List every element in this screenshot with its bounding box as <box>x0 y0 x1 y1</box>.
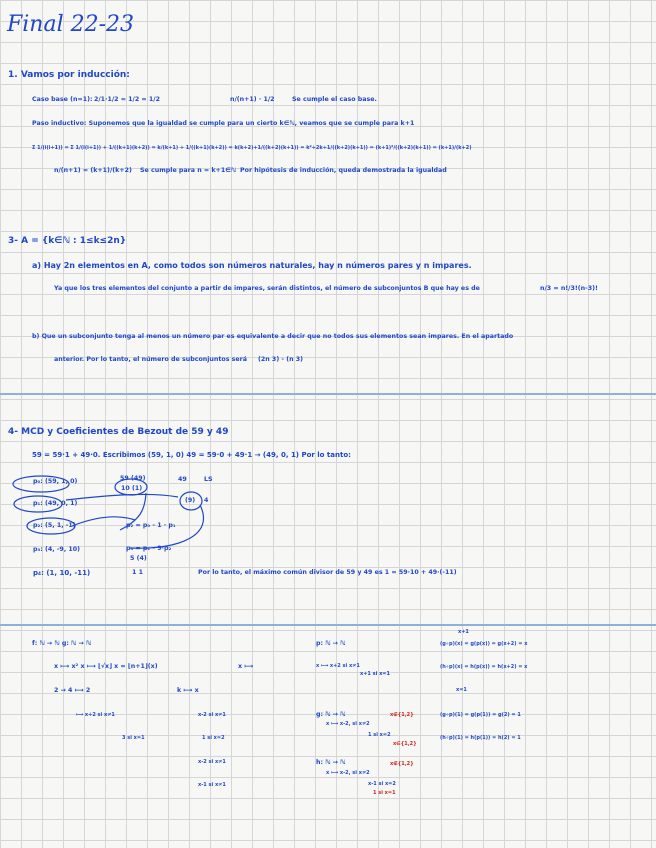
q1-conclusion-a: Se cumple para n = k+1∈ℕ <box>140 167 237 174</box>
q5-hop1: (h∘p)(x) = h(p(x)) = h(x+2) = x <box>440 664 528 670</box>
q4-p0: p₀: (59, 1, 0) <box>33 478 78 485</box>
q5-x-eq1: x=1 <box>456 687 467 693</box>
q3-b-line2: anterior. Por lo tanto, el número de subconjuntos será <box>54 356 248 363</box>
q5-g2-map: x ⟼ x-2, si x≠2 <box>326 721 370 727</box>
q1-long-equation: Σ 1/(i(i+1)) = Σ 1/(i(i+1)) + 1/((k+1)(k+2)) = k/(k+1) + 1/((k+1)(k+2)) = k(k+2)+1/((k+2)(k+1)) = k²+2k+1/((k+2)(k+1)) = (k+1)²/((k+2)(k+1)) = (k+1)/(k+2) <box>32 145 472 151</box>
q5-g-line3: 3 si x=1 <box>122 735 145 741</box>
q4-p2: p₂: (5, 1, -1) <box>33 522 76 529</box>
q5-g-line1: ⟼ x+2 si x≠1 <box>76 712 115 718</box>
q5-ex-right: k ⟼ x <box>177 687 199 694</box>
q5-h2-map3: 1 si x=1 <box>373 790 396 796</box>
q3-a-frac: n/3 = n!/3!(n-3)! <box>540 285 598 292</box>
q5-h2-map: x ⟼ x-2, si x≠2 <box>326 770 370 776</box>
q5-g2-map2: 1 si x=2 <box>368 732 391 738</box>
q4-quotient2b: LS <box>204 476 213 483</box>
q1-base-fracs: 2/1·1/2 = 1/2 = 1/2 <box>94 96 160 103</box>
q5-g-line4: 1 si x=2 <box>202 735 225 741</box>
q1-conclusion-b: Por hipótesis de inducción, queda demostrada la igualdad <box>240 167 447 174</box>
q5-g-line5: x-2 si x≠1 <box>198 759 226 765</box>
q1-base-note: Se cumple el caso base. <box>292 96 377 103</box>
q5-h2-map2: x-1 si x=2 <box>368 781 396 787</box>
q5-x-from: x+1 <box>458 629 469 635</box>
q5-h2-red1: x∉{1,2} <box>390 761 414 767</box>
q4-p3-sub: 5 (4) <box>130 555 147 562</box>
page-title: Final 22-23 <box>7 12 135 37</box>
q1-base-rhs: n/(n+1) · 1/2 <box>230 96 275 103</box>
q5-p-map: x ⟼ x+2 si x≠1 <box>316 663 360 669</box>
q4-heading: 4- MCD y Coeficientes de Bezout de 59 y 49 <box>8 427 229 437</box>
q1-base-label: Caso base (n=1): <box>32 96 93 103</box>
q4-quotient1: 59 (49) <box>120 475 146 482</box>
q3-b-line: b) Que un subconjunto tenga al menos un número par es equivalente a decir que no todos sus elementos sean impares. En el apartado <box>32 333 514 340</box>
q5-gop1: (g∘p)(x) = g(p(x)) = g(x+2) = x <box>440 641 528 647</box>
q4-p3-note: p₃ = p₁ - 9·p₂ <box>126 545 172 552</box>
q5-h2-def: h: ℕ → ℕ <box>316 759 346 766</box>
q5-g-line6: x-1 si x≠1 <box>198 782 226 788</box>
q4-final: Por lo tanto, el máximo común divisor de 59 y 49 es 1 = 59·10 + 49·(-11) <box>198 569 457 576</box>
q3-a-line2: Ya que los tres elementos del conjunto a partir de impares, serán distintos, el número de subconjuntos B que hay es de <box>54 285 480 292</box>
section-divider <box>0 393 656 395</box>
q4-line1: 59 = 59·1 + 49·0. Escribimos (59, 1, 0) 49 = 59·0 + 49·1 → (49, 0, 1) Por lo tanto: <box>32 451 351 459</box>
q5-p-def: p: ℕ → ℕ <box>316 640 346 647</box>
q5-gop2: (g∘p)(1) = g(p(1)) = g(2) = 1 <box>440 712 521 718</box>
q4-quotient3b: 4 <box>204 497 209 504</box>
q4-p1: p₁: (49, 0, 1) <box>33 500 78 507</box>
q4-p3: p₃: (4, -9, 10) <box>33 546 81 553</box>
q5-p-map2: x+1 si x=1 <box>360 671 390 677</box>
q1-heading: 1. Vamos por inducción: <box>8 70 130 80</box>
q4-quotient2: 49 <box>178 476 187 483</box>
q4-quotient1b: 10 (1) <box>121 485 143 492</box>
q5-arrow-x: x ⟼ <box>238 663 254 670</box>
q5-f-def: f: ℕ → ℕ g: ℕ → ℕ <box>32 640 92 647</box>
q3-b-formula: (2n 3) - (n 3) <box>258 356 304 363</box>
q5-g2-def: g: ℕ → ℕ <box>316 711 346 718</box>
q5-g-line2: x-2 si x≠1 <box>198 712 226 718</box>
q3-heading: 3- A = {k∈ℕ : 1≤k≤2n} <box>8 236 127 246</box>
q5-f-map: x ⟼ x² x ⟼ ⌊√x⌋ x = ⌊n+1⌋(x) <box>54 663 158 670</box>
q4-p4: p₄: (1, 10, -11) <box>33 569 91 577</box>
q4-p2-note: p₂ = p₀ - 1 · p₁ <box>126 522 176 529</box>
q4-p4-note: 1 1 <box>132 569 143 576</box>
q1-step-line: Paso inductivo: Suponemos que la igualdad se cumple para un cierto k∈ℕ, veamos que se cumple para k+1 <box>32 120 415 127</box>
q4-quotient3: (9) <box>185 497 196 504</box>
q5-g2-red1: x∉{1,2} <box>390 712 414 718</box>
q1-conclusion-frac: n/(n+1) = (k+1)/(k+2) <box>54 167 132 174</box>
q5-ex-line: 2 → 4 ⟼ 2 <box>54 687 91 694</box>
q5-g2-red2: x∈{1,2} <box>393 741 417 747</box>
q3-a-line: a) Hay 2n elementos en A, como todos son números naturales, hay n números pares y n impares. <box>32 261 472 270</box>
q5-hop2: (h∘p)(1) = h(p(1)) = h(2) = 1 <box>440 735 521 741</box>
section-divider <box>0 624 656 626</box>
arrow-stroke <box>66 494 178 500</box>
